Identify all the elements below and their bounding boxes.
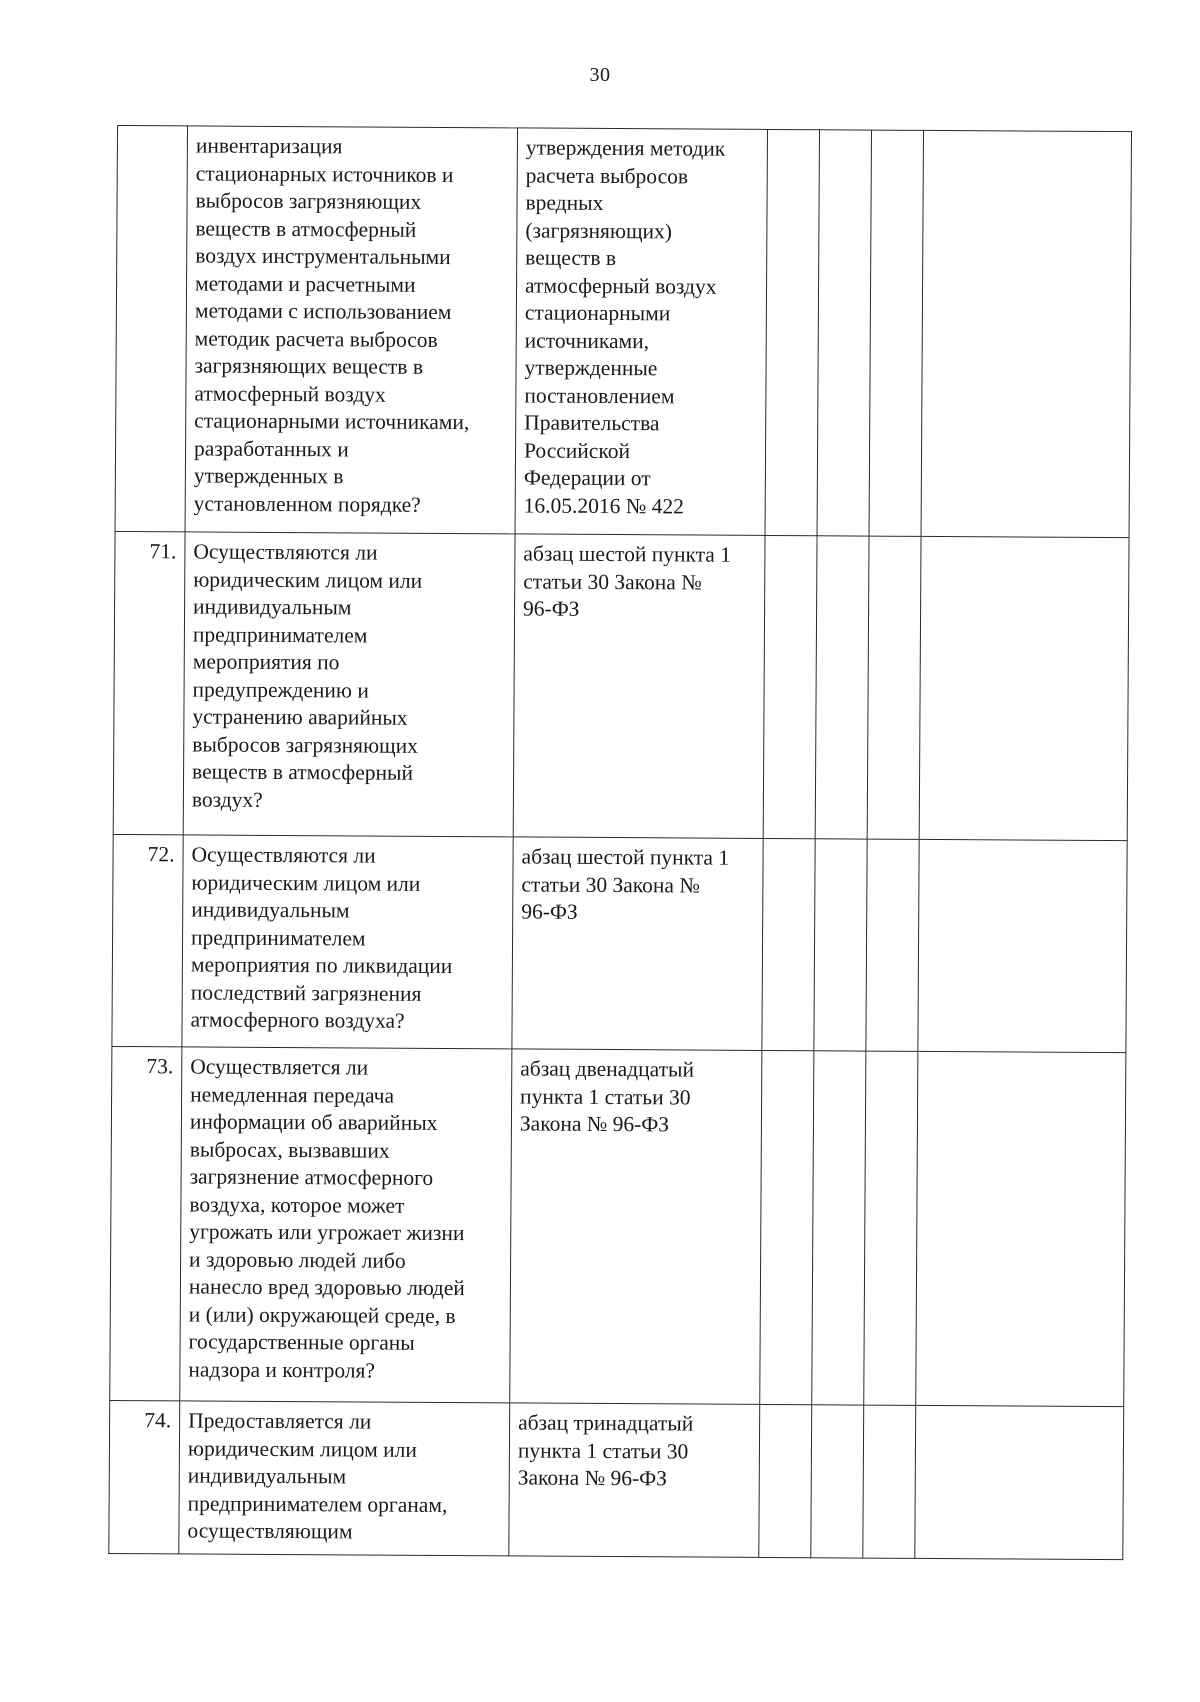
note-cell[interactable] — [916, 1051, 1126, 1406]
answer-yes-cell[interactable] — [760, 1050, 814, 1404]
answer-no-cell[interactable] — [817, 130, 871, 536]
table-row — [109, 1400, 1124, 1559]
answer-na-cell[interactable] — [867, 536, 921, 839]
legal-basis-cell: абзац шестой пункта 1 статьи 30 Закона № 96-ФЗ — [513, 534, 765, 839]
checklist-table — [108, 125, 1132, 1560]
row-number: 74. — [109, 1400, 180, 1553]
legal-basis-cell: утверждения методик расчета выбросов вредных (загрязняющих) веществ в атмосферный воздух стационарными источниками, утвержденные постановлением Правительства Российской Федерации от 16.05.2016 № 422 — [515, 128, 767, 536]
table-row — [110, 1046, 1126, 1406]
legal-basis-cell: абзац двенадцатый пункта 1 статьи 30 Закона № 96-ФЗ — [510, 1049, 762, 1405]
table-row — [113, 531, 1129, 840]
row-number — [115, 125, 187, 531]
answer-na-cell[interactable] — [863, 1405, 916, 1558]
answer-no-cell[interactable] — [812, 1051, 866, 1405]
answer-yes-cell[interactable] — [762, 838, 815, 1050]
question-cell: Осуществляются ли юридическим лицом или индивидуальным предпринимателем мероприятия по ликвидации последствий загрязнения атмосферного воздуха? — [182, 835, 513, 1049]
question-cell: Осуществляются ли юридическим лицом или индивидуальным предпринимателем мероприятия по предупреждению и устранению аварийных выбросов загрязняющих веществ в атмосферный воздух? — [183, 532, 515, 837]
answer-yes-cell[interactable] — [765, 129, 819, 535]
table-row — [112, 834, 1127, 1052]
note-cell[interactable] — [921, 130, 1131, 537]
answer-yes-cell[interactable] — [759, 1404, 812, 1557]
page-number: 30 — [589, 64, 611, 86]
note-cell[interactable] — [915, 1405, 1124, 1559]
answer-no-cell[interactable] — [815, 536, 869, 839]
question-cell: Предоставляется ли юридическим лицом или индивидуальным предпринимателем органам, осуществляющим — [179, 1401, 510, 1556]
legal-basis-cell: абзац тринадцатый пункта 1 статьи 30 Закона № 96-ФЗ — [509, 1403, 760, 1557]
answer-no-cell[interactable] — [814, 839, 867, 1051]
answer-na-cell[interactable] — [869, 130, 923, 536]
answer-yes-cell[interactable] — [763, 535, 817, 838]
answer-no-cell[interactable] — [811, 1405, 864, 1558]
answer-na-cell[interactable] — [866, 839, 919, 1051]
answer-na-cell[interactable] — [864, 1051, 918, 1405]
row-number: 73. — [110, 1046, 182, 1400]
note-cell[interactable] — [918, 839, 1127, 1052]
table-row — [115, 125, 1131, 537]
row-number: 71. — [113, 531, 185, 834]
question-cell: Осуществляется ли немедленная передача информации об аварийных выбросах, вызвавших загрязнение атмосферного воздуха, которое может угрожать или угрожает жизни и здоровью людей либо нанесло вред здоровью людей и (или) окружающей среде, в государственные органы надзора и контроля? — [180, 1047, 512, 1403]
note-cell[interactable] — [919, 536, 1129, 840]
row-number: 72. — [112, 834, 183, 1046]
question-cell: инвентаризация стационарных источников и выбросов загрязняющих веществ в атмосферный воздух инструментальными методами и расчетными методами с использованием методик расчета выбросов загрязняющих веществ в атмосферный воздух стационарными источниками, разработанных и утвержденных в установленном порядке? — [185, 126, 517, 534]
legal-basis-cell: абзац шестой пункта 1 статьи 30 Закона № 96-ФЗ — [512, 837, 763, 1051]
